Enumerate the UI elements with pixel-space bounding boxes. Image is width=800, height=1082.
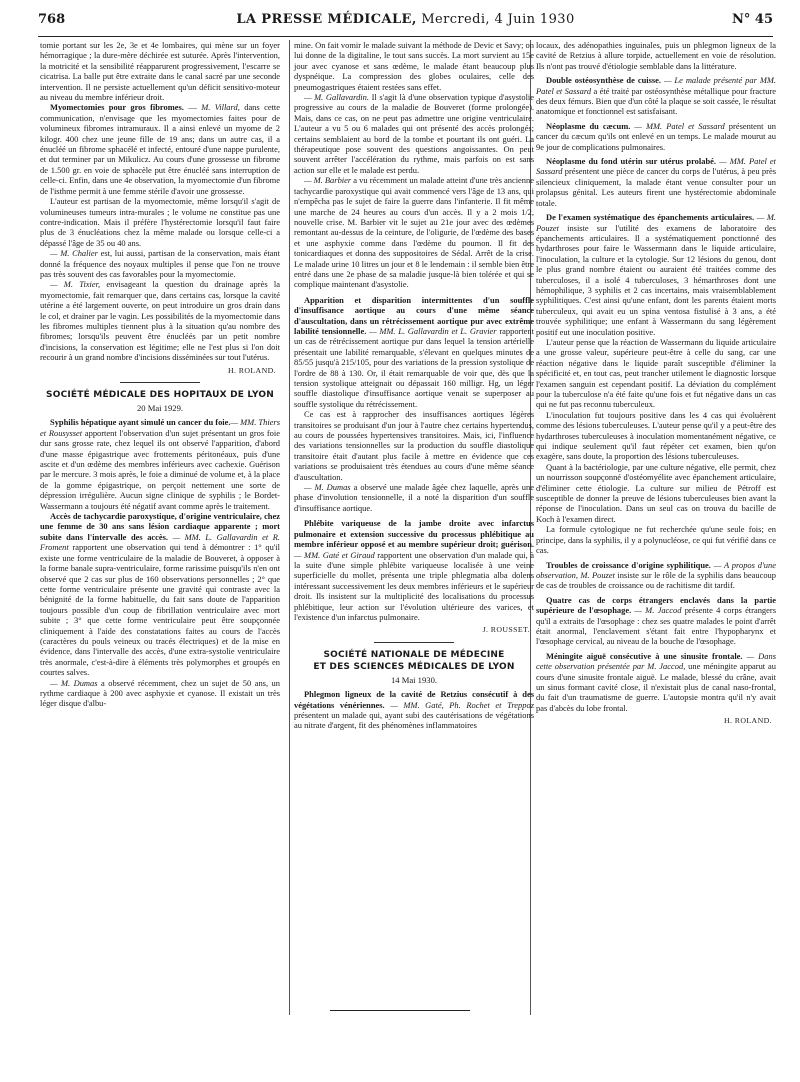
paragraph: Ce cas est à rapprocher des insuffisances aortiques légères transitoires se produisant d'un jour à l'autre chez certains hypertendus, au cours de poussées hypertensives transitoires. Mais, ici, l'influence des variations tensionnelles sur la production du souffle diastolique transitoire était d'autant plus facile à mettre en évidence que ces variations se produisaient très étendues au cours d'une même séance d'auscultation. — [294, 409, 534, 482]
society-heading: SOCIÉTÉ MÉDICALE DES HOPITAUX DE LYON — [46, 390, 274, 400]
paragraph: L'auteur pense que la réaction de Wassermann du liquide articulaire a une grosse valeur, supérieure peut-être à celle du sang, car une réaction négative dans le liquide paraît susceptible d'éliminer la spécificité et, en tout cas, peut trancher utilement le diagnostic lorsque l'examen sanguin est cependant positif. La déviation du complément pour la tuberculose n'a été faite qu'une fois et fut négative dans un cas qui ne fut pas reconnu tuberculeux. — [536, 336, 776, 410]
paragraph: — M. Gallavardin. Il s'agit là d'une observation typique d'asystolie progressive au cours de la maladie de Bouveret (forme prolongée). Mais, dans ce cas, on ne peut pas admettre une origine ventriculaire. L'auteur a vu 5 ou 6 malades qui ont présenté des accès prolongés; certains semblaient au bord de la tombe et pourtant ils ont guéri. La thérapeutique pose souvent des questions angoissantes. On peut souvent arrêter l'accélération du rythme, mais parfois on est sans action sur elle et le malade est perdu. — [294, 92, 535, 175]
signature: J. ROUSSET. — [482, 625, 530, 635]
paragraph: Néoplasme du fond utérin sur utérus prolabé. — MM. Patel et Sassard présentent une pièce de cancer du corps de l'utérus, à peu près silencieux cliniquement, la malade étant venue consulter pour un prolapsus génital. Les auteurs firent une hystérectomie abdominale totale. — [536, 156, 776, 208]
page-header — [38, 10, 773, 34]
paragraph: Syphilis hépatique ayant simulé un cancer du foie.— MM. Thiers et Rousysset apportent l'observation d'un sujet présentant un gros foie dur sans grosse rate, chez lequel ils ont observé l'apparition, d'abord d'une masse épigastrique avec frottements péritonéaux, puis d'une ascite et d'un œdème des membres inférieurs avec cachexie. Guérison par le mercure. 3 mois après, le foie a diminué de volume et, à la place de la gomme épigastrique, on perçoit nettement une sorte de dépression irrégulière. Aucun signe clinique de syphilis ; le Bordet-Wassermann a toujours été négatif avant comme après le traitement. — [40, 417, 280, 511]
separator — [120, 382, 200, 383]
paragraph: L'auteur est partisan de la myomectomie, même lorsqu'il s'agit de volumineuses tumeurs intra-murales ; le volume ne constitue pas une contre-indication. Mais il préfère l'hystérectomie lorsqu'il faut faire plus de 3 énucléations chez la même malade ou lorsque celle-ci a dépassé l'âge de 35 ou 40 ans. — [40, 196, 280, 248]
paragraph: Troubles de croissance d'origine syphilitique. — A propos d'une observation, M. Pouzet insiste sur le rôle de la syphilis dans beaucoup de cas de troubles de croissance ou de rachitisme dit tardif. — [536, 559, 776, 591]
paragraph: Quant à la bactériologie, par une culture négative, elle permit, chez un nourrisson soupçonné d'ostéomyélite avec épanchement articulaire, d'éliminer cette étiologie. La culture sur milieu de Pétroff est susceptible de donner la preuve de lésions tuberculeuses bien avant la réponse de l'inoculation. Dans un seul cas on trouva du bacille de Koch à l'examen direct. — [536, 461, 776, 524]
page-number: 768 — [38, 12, 66, 27]
column-3 — [536, 40, 776, 730]
paragraph: Apparition et disparition intermittentes d'un souffle d'insuffisance aortique au cours d'une même séance d'auscultation, dans un rétrécissement aortique pur avec extrême labilité tensionnelle. — MM. L. Gallavardin et L. Gravier rapportent un cas de rétrécissement aortique pur dans lequel la tension artérielle présentait une labilité remarquable, s'élevant en quelques minutes de 85/55 jusqu'à 215/105, pour des variations de la pression systolique de l'ordre de 88 à 130. Or, il était remarquable de voir que, dès que la tension systolique atteignait ou dépassait 160 milligr. Hg, un léger souffle diastolique d'insuffisance aortique venait se superposer au souffle systolique du rétrécissement. — [294, 294, 534, 409]
signature: H. ROLAND. — [228, 365, 276, 375]
paragraph: tomie portant sur les 2e, 3e et 4e lombaires, qui mène sur un foyer hémorragique ; la dure-mère déchirée est suturée. Après l'intervention, la motricité et la sensibilité réapparurent progressivement, l'escarre se cicatrisa. La balle put être extraite dans le canal sacré par une seconde intervention. Il ne persiste actuellement qu'un déficit sensitivo-moteur au niveau du membre inférieur droit. — [40, 40, 280, 103]
journal-title: LA PRESSE MÉDICALE, Mercredi, 4 Juin 1930 — [236, 12, 575, 27]
paragraph: La formule cytologique ne fut recherchée qu'une seule fois; en principe, dans la syphilis, il y a polynucléose, ce qui fut vérifié dans ce cas. — [536, 524, 776, 556]
paragraph: — M. Dumas a observé récemment, chez un sujet de 50 ans, un rythme cardiaque à 200 avec asphyxie et cyanose. Il existait un très léger disque d'albu- — [40, 677, 280, 709]
paragraph: Phlegmon ligneux de la cavité de Retzius consécutif à des végétations vénériennes. — MM. Gaté, Ph. Rochet et Treppoz présentent un malade qui, ayant subi des cautérisations de végétations au nitrate d'argent, fit des phénomènes inflammatoires — [294, 689, 534, 731]
paragraph: L'inoculation fut toujours positive dans les 4 cas qui évoluèrent comme des lésions tuberculeuses. L'auteur pense qu'il y a peut-être des hydarthroses tuberculeuses à inoculation momentanément négative, ce qui indique seulement qu'il faut répéter cet examen, bien qu'on exagère, sans doute, la proportion des lésions tuberculeuses. — [536, 409, 776, 462]
session-date: 14 Mai 1930. — [390, 674, 438, 685]
separator — [374, 642, 454, 643]
paragraph: — M. Chalier est, lui aussi, partisan de la conservation, mais étant donné la fréquence des noyaux multiples il pense que l'on ne trouve pas très souvent des cas favorables pour la myomectomie. — [40, 248, 280, 279]
paragraph: Accès de tachycardie paroxystique, d'origine ventriculaire, chez une femme de 30 ans sans lésion cardiaque apparente ; mort subite dans l'intervalle des accès. — MM. L. Gallavardin et R. Froment rapportent une observation qui tend à démontrer : 1° qu'il existe une forme ventriculaire de la maladie de Bouveret, à opposer à la forme banale supra-ventriculaire, forme rarissime puisqu'ils n'en ont observé que 2 cas sur plus de 160 observations personnelles ; 2° que cette forme ventriculaire présente une gravité qui contraste avec la bénignité de la forme habituelle, du fait sans doute de l'apparition toujours possible d'un coup de fibrillation ventriculaire avec mort subite ; 3° que cette forme ventriculaire peut être soupçonnée cliniquement à l'aide des constatations faites au cours de l'accès (caractères du pouls veineux ou tracés électriques) et de la mise en évidence, dans l'intervalle des accès, d'une extra-systolie ventriculaire très anormale, c'est-à-dire à éléments très polymorphes et groupés en courtes salves. — [40, 511, 280, 678]
paragraph: — M. Dumas a observé une malade âgée chez laquelle, après une phase d'involution tensionnelle, il a noté la disparition d'un souffle d'insuffisance aortique. — [294, 482, 534, 513]
paragraph: De l'examen systématique des épanchements articulaires. — M. Pouzet insiste sur l'utilité des examens de laboratoire des épanchements articulaires. Il a systématiquement ponctionné des hydarthroses pour faire le Wassermann dans le liquide articulaire, l'inoculation, la culture et la cytologie. Sur 12 lésions du genou, dont le plus grand nombre étaient ou auraient été traitées comme des tuberculoses, il a isolé 4 tuberculoses, 3 hémarthroses dont une hémophilique, 3 syphilis et 2 cas incertains, mais vraisemblablement syphilitiques. C'est ainsi qu'une enfant, dont les parents étaient morts tuberculeux, qui avait eu un spina ventosa fistulisé à 3 ans, a été trouvée syphilitique; une enfant à Wassermann du sang légèrement positif eut une inoculation positive. — [536, 212, 776, 337]
paragraph: — M. Tixier, envisageant la question du drainage après la myomectomie, fait remarquer que, dans certains cas, lorsque la cavité utérine a été largement ouverte, on peut introduire un gros drain dans le col, et drainer par le vagin. Les possibilités de la myomectomie dans les fibromes multiples tiennent plus à la situation qu'au nombre des fibromes; lorsqu'ils peuvent être énucléés par un petit nombre d'incisions, la conservation est légitime; elle ne l'est plus si l'on doit recourir à un grand nombre d'incisions disséminées sur tout l'utérus. — [40, 279, 280, 363]
paragraph: Double ostéosynthèse de cuisse. — Le malade présenté par MM. Patel et Sassard a été traité par ostéosynthèse métallique pour fracture des deux fémurs. Bien que d'un côté la plaque se soit cassée, le résultat anatomique et fonctionnel est satisfaisant. — [536, 75, 776, 117]
paragraph: Myomectomies pour gros fibromes. — M. Villard, dans cette communication, n'envisage que les myomectomies faites pour de volumineux fibromes intramuraux. Il a ainsi enlevé un myome de 2 kilogr. 400 chez une jeune fille de 19 ans; dans un autre cas, il a énucléé un fibrome sphacélé et infecté, entouré d'une nappe purulente, et dut terminer par un Mikulicz. Au cours d'une grossesse un fibrome de 1.500 gr. en voie de sphacèle put être énucléé sans interruption de celle-ci. Enfin, dans une 4e observation, la myomectomie d'un fibrome de l'isthme permit à une femme stérile d'avoir une grossesse. — [40, 102, 281, 196]
column-divider — [289, 40, 290, 1015]
paragraph: Méningite aiguë consécutive à une sinusite frontale. — Dans cette observation présentée par M. Jaccod, une méningite apparut au cours d'une sinusite frontale aiguë. Le malade, blessé du crâne, avait un sinus formant cavité close, il n'existait plus de canal naso-frontal, du fait d'un traumatisme de guerre. L'autopsie montra qu'il n'y avait pas d'abcès du lobe frontal. — [536, 650, 776, 713]
footer-rule — [330, 1010, 470, 1011]
column-2 — [294, 40, 534, 731]
header-rule — [38, 36, 773, 37]
paragraph: locaux, des adénopathies inguinales, puis un phlegmon ligneux de la cavité de Retzius à allure torpide, actuellement en voie de résolution. Ils n'ont pas trouvé d'étiologie semblable dans la littérature. — [536, 40, 776, 71]
signature: H. ROLAND. — [724, 716, 772, 726]
paragraph: Néoplasme du cæcum. — MM. Patel et Sassard présentent un cancer du cæcum qu'ils ont enlevé en un temps. Le malade mourut au 9e jour de complications pulmonaires. — [536, 120, 776, 152]
session-date: 20 Mai 1929. — [136, 403, 184, 413]
society-heading: SOCIÉTÉ NATIONALE DE MÉDECINE ET DES SCIENCES MÉDICALES DE LYON — [313, 649, 515, 672]
column-1 — [40, 40, 280, 709]
paragraph: Phlébite variqueuse de la jambe droite avec infarctus pulmonaire et extension successive du processus phlébitique au membre inférieur opposé et au membre supérieur droit; guérison. — MM. Gaté et Giraud rapportent une observation d'un malade qui, à la suite d'une simple phlébite variqueuse localisée à une veine superficielle du mollet, présenta une triple phlegmatia alba dolens intéressant successivement les deux membres inférieurs et le supérieur droit. Ils insistent sur la multiplicité des localisations du processus phlébitique, leur action sur l'évolution ultérieure des varices, et l'existence d'un infarctus pulmonaire. — [294, 518, 534, 622]
paragraph: mine. On fait vomir le malade suivant la méthode de Devic et Savy; on lui donne de la digitaline, le tout sans succès. La mort survient au 15e jour avec cyanose et sans œdème, le malade étant beaucoup plus dyspnéique. La compression des globes oculaires, celle des pneumogastriques étaient restées sans effet. — [294, 40, 534, 92]
paragraph: — M. Barbier a vu récemment un malade atteint d'une très ancienne tachycardie paroxystique qui avait commencé vers l'âge de 13 ans, qui n'empêcha pas le sujet de faire la guerre dans l'infanterie. Il fit même une marche de 24 heures au cours d'un accès. Il y a 2 mois 1/2, nouvelle crise. M. Barbier vit le sujet au 21e jour avec des œdèmes remontant au-dessus de la ceinture, de l'oligurie, de l'œdème des bases et une asphyxie comme dans l'œdème du poumon. Il fit des tonicardiaques et donna des suppositoires de Sédal. Arrêt de la crise. Le malade urine 10 litres un jour et 8 le lendemain : il semble bien être entré dans une 2e phase de sa maladie jusque-là bien tolérée et qui se complique maintenant d'asystolie. — [294, 175, 534, 290]
paragraph: Quatre cas de corps étrangers enclavés dans la partie supérieure de l'œsophage. — M. Jaccod présente 4 corps étrangers qu'il a extraits de l'œsophage : chez ses quatre malades le point d'arrêt était anormal, l'enclavement s'étant fait entre l'hypopharynx et l'œsophage cervical, au niveau de la bouche de l'œsophage. — [536, 594, 776, 647]
issue-number: N° 45 — [732, 12, 773, 27]
